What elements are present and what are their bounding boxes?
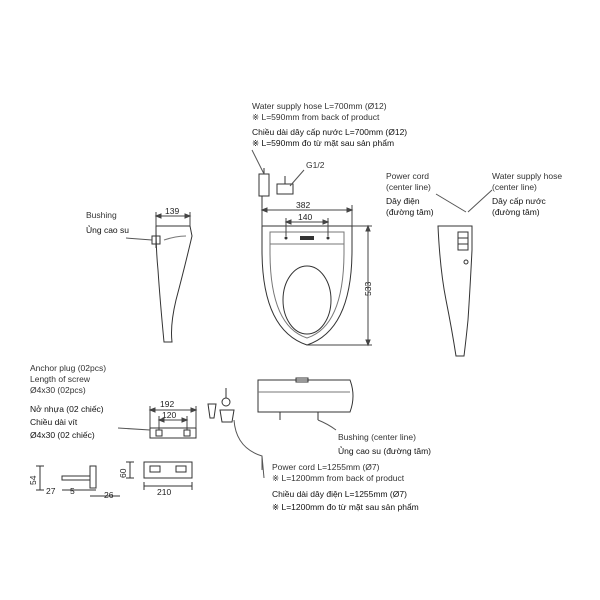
dim-192-label: 192 xyxy=(160,399,175,409)
water-supply-en-2: ※ L=590mm from back of product xyxy=(252,112,380,122)
anchor-en-3: Ø4x30 (02pcs) xyxy=(30,385,86,395)
bushing-vi-left: Ủng cao su xyxy=(86,225,129,235)
anchor-en-2: Length of screw xyxy=(30,374,91,384)
power-center-vi-2: (đường tâm) xyxy=(386,207,434,217)
water-center-en-1: Water supply hose xyxy=(492,171,563,181)
side-profile-right xyxy=(438,226,472,356)
dim-139-label: 139 xyxy=(165,206,180,216)
power-cord-vi-2: ※ L=1200mm đo từ mặt sau sản phẩm xyxy=(272,502,419,512)
mounting-plate xyxy=(150,428,196,438)
power-cord-en-2: ※ L=1200mm from back of product xyxy=(272,473,405,483)
anchor-vi-2: Chiều dài vít xyxy=(30,417,78,427)
dim-382-label: 382 xyxy=(296,200,311,210)
side-profile-left xyxy=(152,226,192,342)
anchor-vi-3: Ø4x30 (02 chiếc) xyxy=(30,430,95,440)
plate-front-view xyxy=(126,462,192,490)
dim-120-label: 120 xyxy=(162,410,177,420)
right-leaders xyxy=(436,190,492,212)
seat-side-elevation xyxy=(258,378,353,420)
anchor-leader xyxy=(118,428,150,430)
small-parts xyxy=(208,388,234,422)
dim-26-label: 26 xyxy=(104,490,114,500)
water-center-vi-2: (đường tâm) xyxy=(492,207,540,217)
power-center-en-1: Power cord xyxy=(386,171,429,181)
bushing-leader-left xyxy=(126,238,152,240)
water-center-vi-1: Dây cấp nước xyxy=(492,196,546,206)
power-cord-vi-1: Chiều dài dây điện L=1255mm (Ø7) xyxy=(272,489,407,499)
dim-5-label: 5 xyxy=(70,486,75,496)
bushing-en-left: Bushing xyxy=(86,210,117,220)
water-supply-en-1: Water supply hose L=700mm (Ø12) xyxy=(252,101,387,111)
water-supply-vi-1: Chiều dài dây cấp nước L=700mm (Ø12) xyxy=(252,127,408,137)
water-fitting xyxy=(259,168,293,208)
power-center-vi-1: Dây điện xyxy=(386,196,420,206)
water-supply-leader xyxy=(252,150,304,186)
bushing-center-en: Bushing (center line) xyxy=(338,432,416,442)
dim-27-label: 27 xyxy=(46,486,56,496)
anchor-vi-1: Nở nhựa (02 chiếc) xyxy=(30,404,104,414)
seat-top-view xyxy=(262,226,352,345)
bushing-center-vi: Ủng cao su (đường tâm) xyxy=(338,446,431,456)
dim-210-label: 210 xyxy=(157,487,172,497)
dim-533-label: 533 xyxy=(363,281,373,296)
thread-label: G1/2 xyxy=(306,160,325,170)
power-cord-en-1: Power cord L=1255mm (Ø7) xyxy=(272,462,380,472)
dim-140-label: 140 xyxy=(298,212,313,222)
dim-54-label: 54 xyxy=(28,475,38,485)
dim-60-label: 60 xyxy=(118,468,128,478)
water-supply-vi-2: ※ L=590mm đo từ mặt sau sản phẩm xyxy=(252,138,395,148)
anchor-en-1: Anchor plug (02pcs) xyxy=(30,363,107,373)
water-center-en-2: (center line) xyxy=(492,182,537,192)
power-center-en-2: (center line) xyxy=(386,182,431,192)
